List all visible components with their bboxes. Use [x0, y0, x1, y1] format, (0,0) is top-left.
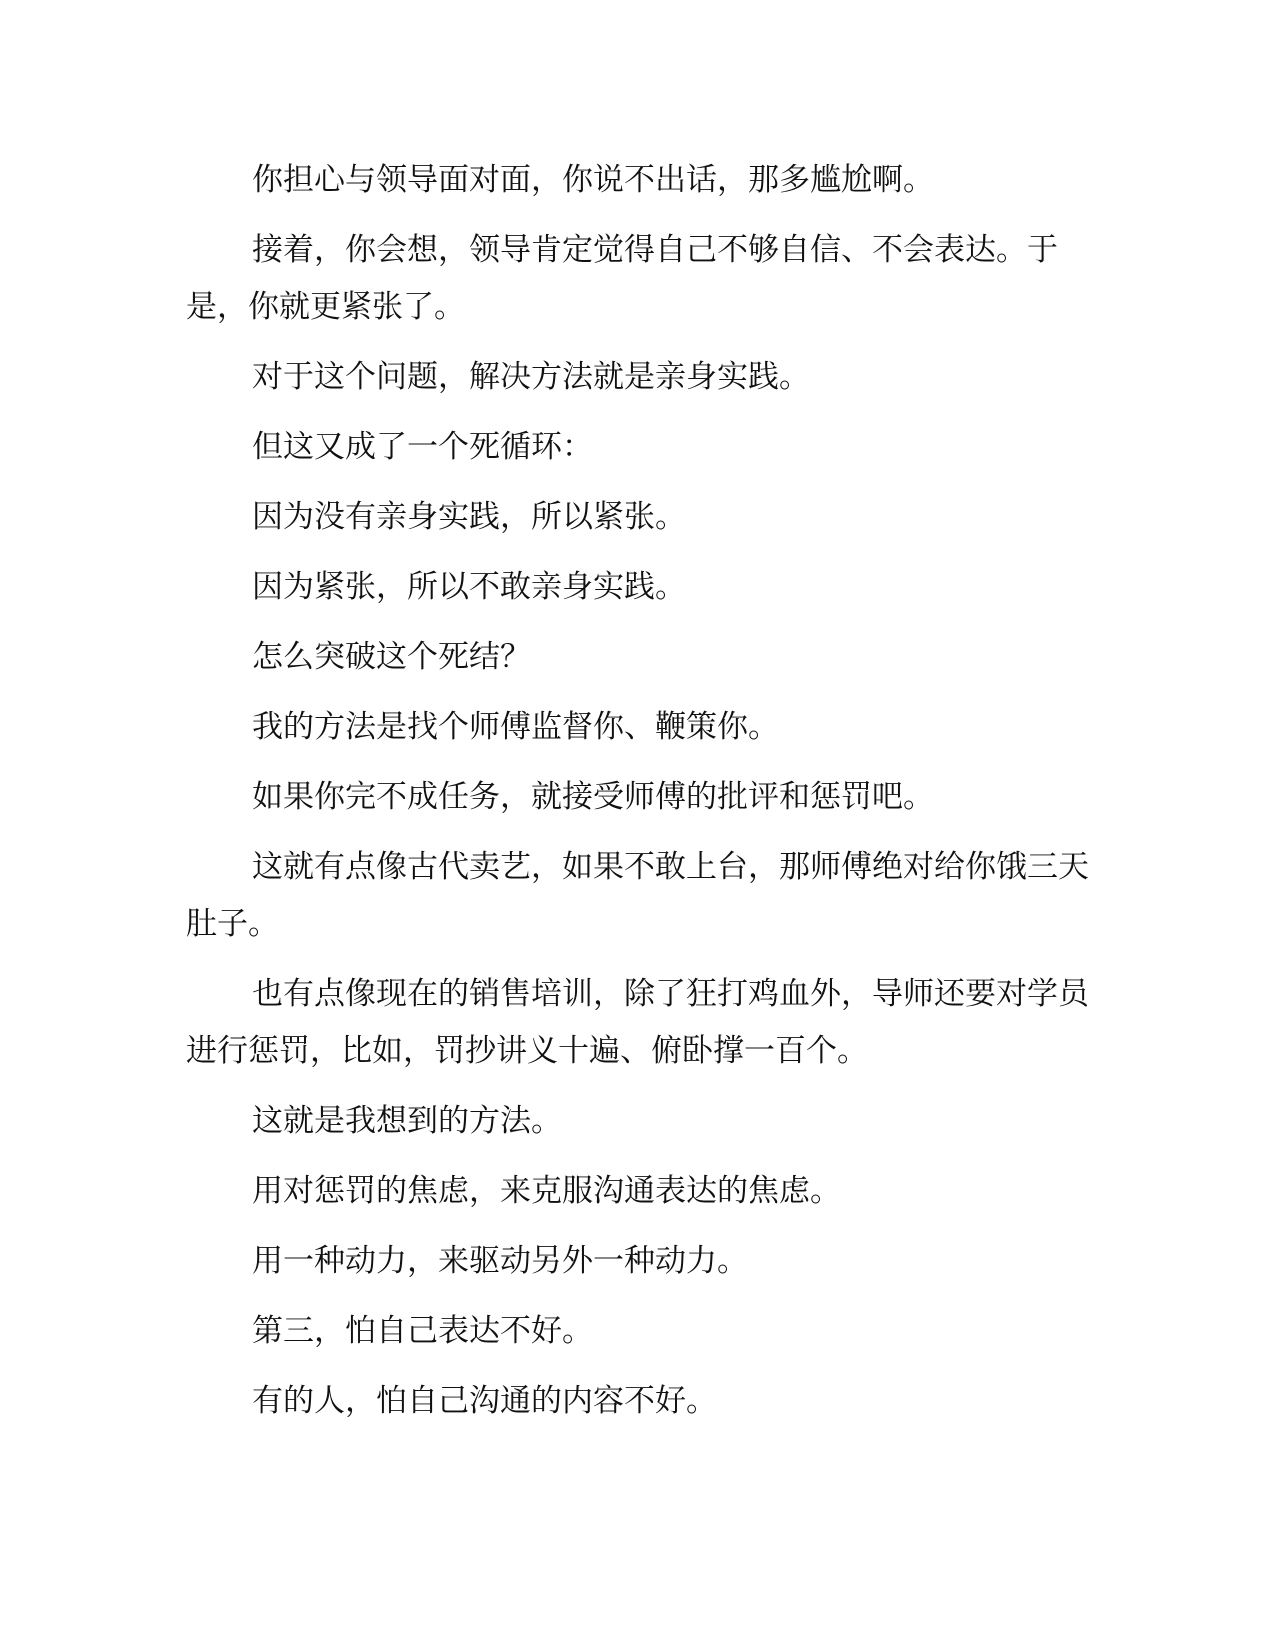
paragraph: 因为没有亲身实践，所以紧张。 [252, 499, 686, 535]
paragraph: 但这又成了一个死循环： [252, 429, 593, 465]
paragraph: 接着，你会想，领导肯定觉得自己不够自信、不会表达。于是，你就更紧张了。 [186, 232, 1058, 325]
paragraph: 第三，怕自己表达不好。 [252, 1313, 593, 1349]
document-body [186, 152, 1091, 1443]
paragraph: 因为紧张，所以不敢亲身实践。 [252, 569, 686, 605]
paragraph: 怎么突破这个死结？ [252, 639, 531, 675]
paragraph: 用一种动力，来驱动另外一种动力。 [252, 1243, 748, 1279]
paragraph: 如果你完不成任务，就接受师傅的批评和惩罚吧。 [252, 779, 934, 815]
paragraph: 对于这个问题，解决方法就是亲身实践。 [252, 359, 810, 395]
paragraph: 有的人，怕自己沟通的内容不好。 [252, 1383, 717, 1419]
paragraph: 这就是我想到的方法。 [252, 1103, 562, 1139]
paragraph: 我的方法是找个师傅监督你、鞭策你。 [252, 709, 779, 745]
paragraph: 你担心与领导面对面，你说不出话，那多尴尬啊。 [252, 162, 934, 198]
paragraph: 也有点像现在的销售培训，除了狂打鸡血外，导师还要对学员进行惩罚，比如，罚抄讲义十遍、俯卧撑一百个。 [186, 976, 1089, 1069]
paragraph: 用对惩罚的焦虑，来克服沟通表达的焦虑。 [252, 1173, 841, 1209]
paragraph: 这就有点像古代卖艺，如果不敢上台，那师傅绝对给你饿三天肚子。 [186, 849, 1089, 942]
